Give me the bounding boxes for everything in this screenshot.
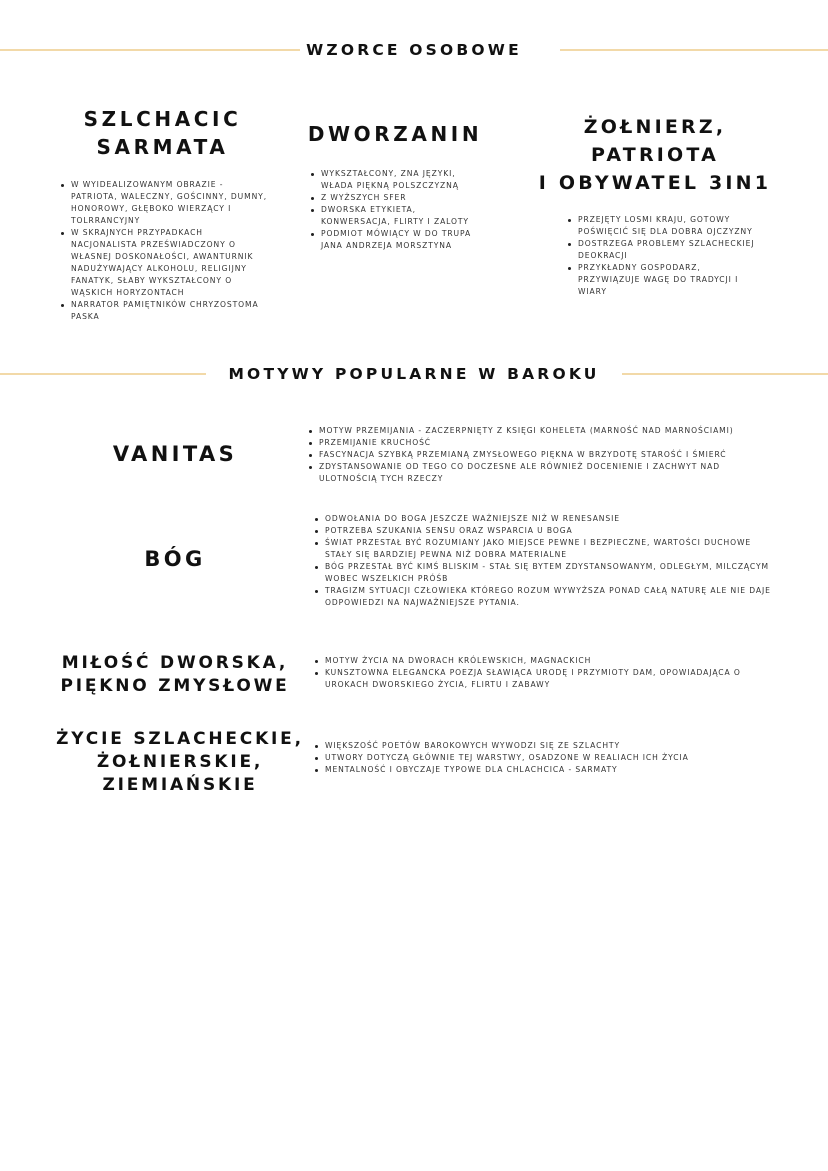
motif-list-bog — [314, 513, 780, 609]
motif-list-vanitas — [308, 425, 778, 485]
list-item: ZDYSTANSOWANIE OD TEGO CO DOCZESNE ALE RÓWNIEŻ DOCENIENIE I ZACHWYT NAD ULOTNOŚCIĄ TYCH RZECZY — [308, 461, 778, 485]
section-header-patterns — [0, 40, 828, 60]
section-header-motifs — [0, 364, 828, 384]
motif-title-line: ŻYCIE SZLACHECKIE, — [56, 729, 304, 749]
pattern-column-zolnierz — [515, 113, 795, 298]
motif-title-line: PIĘKNO ZMYSŁOWE — [60, 676, 290, 696]
motif-list-zycie-szlacheckie — [314, 740, 780, 776]
pattern-list — [567, 214, 757, 298]
list-item: DWORSKA ETYKIETA, KONWERSACJA, FLIRTY I ZALOTY — [310, 204, 485, 228]
list-item: MENTALNOŚĆ I OBYCZAJE TYPOWE DLA CHLACHCICA - SARMATY — [314, 764, 780, 776]
list-item: WYKSZTAŁCONY, ZNA JĘZYKI, WŁADA PIĘKNĄ POLSZCZYZNĄ — [310, 168, 485, 192]
motif-title-zycie-szlacheckie — [40, 728, 320, 797]
list-item: KUNSZTOWNA ELEGANCKA POEZJA SŁAWIĄCA URODĘ I PRZYMIOTY DAM, OPOWIADAJĄCA O UROKACH DWORSKIEGO ŻYCIA, FLIRTU I ZABAWY — [314, 667, 780, 691]
list-item: MOTYW ŻYCIA NA DWORACH KRÓLEWSKICH, MAGNACKICH — [314, 655, 780, 667]
list-item: PRZYKŁADNY GOSPODARZ, PRZYWIĄZUJE WAGĘ DO TRADYCJI I WIARY — [567, 262, 757, 298]
motif-title-line: ŻOŁNIERSKIE, — [96, 752, 264, 772]
pattern-title — [300, 120, 490, 148]
list-item: ŚWIAT PRZESTAŁ BYĆ ROZUMIANY JAKO MIEJSCE PEWNE I BEZPIECZNE, WARTOŚCI DUCHOWE STAŁY SIĘ BARDZIEJ PEWNA NIŻ DOBRA MATERIALNE — [314, 537, 780, 561]
pattern-title-line: I OBYWATEL 3IN1 — [538, 172, 772, 194]
list-item: W SKRAJNYCH PRZYPADKACH NACJONALISTA PRZEŚWIADCZONY O WŁASNEJ DOSKONAŁOŚCI, AWANTURNIK NADUŻYWAJĄCY ALKOHOLU, RELIGIJNY FANATYK, SŁABY WYKSZTAŁCONY O WĄSKICH HORYZONTACH — [60, 227, 270, 299]
motif-title-vanitas — [40, 440, 310, 468]
pattern-title — [55, 105, 270, 161]
motif-title-line: VANITAS — [112, 442, 238, 466]
section-title-patterns: WZORCE OSOBOWE — [306, 41, 522, 59]
list-item: FASCYNACJA SZYBKĄ PRZEMIANĄ ZMYSŁOWEGO PIĘKNA W BRZYDOTĘ STAROŚĆ I ŚMIERĆ — [308, 449, 778, 461]
motif-title-milosc-dworska — [40, 652, 310, 698]
pattern-column-sarmata — [55, 105, 270, 323]
pattern-title-line: SZLCHACIC — [83, 107, 242, 131]
pattern-list — [300, 168, 485, 252]
motif-title-line: MIŁOŚĆ DWORSKA, — [61, 653, 289, 673]
motif-title-line: BÓG — [144, 547, 206, 571]
list-item: PRZEJĘTY LOSMI KRAJU, GOTOWY POŚWIĘCIĆ SIĘ DLA DOBRA OJCZYZNY — [567, 214, 757, 238]
section-title-motifs: MOTYWY POPULARNE W BAROKU — [228, 365, 600, 383]
list-item: WIĘKSZOŚĆ POETÓW BAROKOWYCH WYWODZI SIĘ ZE SZLACHTY — [314, 740, 780, 752]
list-item: Z WYŻSZYCH SFER — [310, 192, 485, 204]
list-item: PRZEMIJANIE KRUCHOŚĆ — [308, 437, 778, 449]
pattern-title-line: DWORZANIN — [307, 122, 483, 146]
motif-list-milosc-dworska — [314, 655, 780, 691]
list-item: POTRZEBA SZUKANIA SENSU ORAZ WSPARCIA U BOGA — [314, 525, 780, 537]
list-item: UTWORY DOTYCZĄ GŁÓWNIE TEJ WARSTWY, OSADZONE W REALIACH ICH ŻYCIA — [314, 752, 780, 764]
list-item: TRAGIZM SYTUACJI CZŁOWIEKA KTÓREGO ROZUM WYWYŻSZA PONAD CAŁĄ NATURĘ ALE NIE DAJE ODPOWIEDZI NA NAJWAŻNIEJSZE PYTANIA. — [314, 585, 780, 609]
list-item: MOTYW PRZEMIJANIA - ZACZERPNIĘTY Z KSIĘGI KOHELETA (MARNOŚĆ NAD MARNOŚCIAMI) — [308, 425, 778, 437]
pattern-title-line: ŻOŁNIERZ, PATRIOTA — [583, 116, 727, 166]
list-item: DOSTRZEGA PROBLEMY SZLACHECKIEJ DEOKRACJI — [567, 238, 757, 262]
list-item: ODWOŁANIA DO BOGA JESZCZE WAŻNIEJSZE NIŻ W RENESANSIE — [314, 513, 780, 525]
motif-title-line: ZIEMIAŃSKIE — [102, 775, 258, 795]
pattern-title-line: SARMATA — [96, 135, 229, 159]
pattern-column-dworzanin — [300, 120, 490, 252]
list-item: PODMIOT MÓWIĄCY W DO TRUPA JANA ANDRZEJA MORSZTYNA — [310, 228, 485, 252]
list-item: W WYIDEALIZOWANYM OBRAZIE - PATRIOTA, WALECZNY, GOŚCINNY, DUMNY, HONOROWY, GŁĘBOKO WIERZĄCY I TOLRRANCYJNY — [60, 179, 270, 227]
pattern-title — [515, 113, 795, 197]
list-item: BÓG PRZESTAŁ BYĆ KIMŚ BLISKIM - STAŁ SIĘ BYTEM ZDYSTANSOWANYM, ODLEGŁYM, MILCZĄCYM WOBEC WSZELKICH PRÓŚB — [314, 561, 780, 585]
motif-title-bog — [40, 545, 310, 573]
pattern-list — [55, 179, 270, 323]
list-item: NARRATOR PAMIĘTNIKÓW CHRYZOSTOMA PASKA — [60, 299, 270, 323]
